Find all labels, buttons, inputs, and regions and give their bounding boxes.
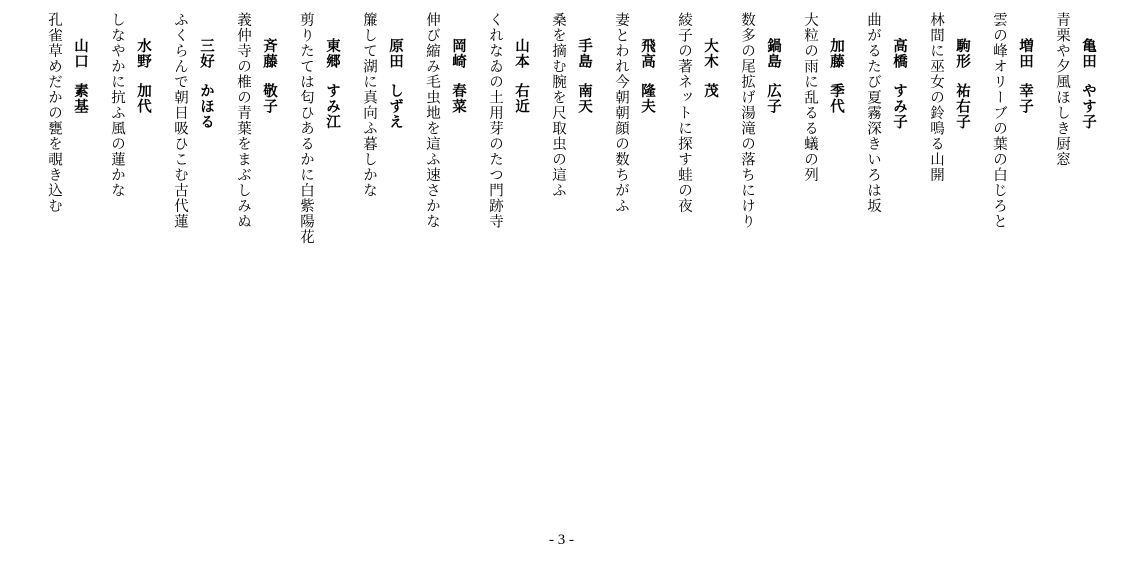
author-family-name: 三好 bbox=[198, 38, 214, 69]
page-number: - 3 - bbox=[549, 532, 574, 548]
haiku-entry bbox=[232, 12, 280, 229]
haiku-text: 曲がるたび夏霧深きいろは坂 bbox=[865, 12, 881, 214]
author-given-name: すみ子 bbox=[891, 83, 907, 130]
author-family-name: 岡崎 bbox=[450, 38, 466, 69]
author-given-name: 広子 bbox=[765, 83, 781, 114]
haiku-entry bbox=[421, 12, 469, 229]
author-family-name: 斉藤 bbox=[261, 38, 277, 69]
author-name bbox=[321, 12, 343, 130]
author-given-name: しずえ bbox=[387, 83, 403, 130]
author-given-name: 季代 bbox=[828, 83, 844, 114]
author-family-name: 山本 bbox=[513, 38, 529, 69]
author-family-name: 飛高 bbox=[639, 38, 655, 69]
author-family-name: 東郷 bbox=[324, 38, 340, 69]
haiku-text: 林間に巫女の鈴鳴る山開 bbox=[928, 12, 944, 183]
author-name bbox=[762, 12, 784, 114]
author-family-name: 鍋島 bbox=[765, 38, 781, 69]
haiku-text: 大粒の雨に乱るる蟻の列 bbox=[802, 12, 818, 183]
author-name bbox=[1077, 12, 1099, 130]
author-given-name: 幸子 bbox=[1017, 83, 1033, 114]
haiku-text: くれなゐの土用芽のたつ門跡寺 bbox=[487, 12, 503, 229]
author-name bbox=[888, 12, 910, 130]
author-name bbox=[1014, 12, 1036, 114]
author-family-name: 亀田 bbox=[1080, 38, 1096, 69]
haiku-text: 雲の峰オリーブの葉の白じろと bbox=[991, 12, 1007, 229]
haiku-text: 綾子の著ネットに探す蛙の夜 bbox=[676, 12, 692, 214]
author-given-name: やす子 bbox=[1080, 83, 1096, 130]
author-name bbox=[951, 12, 973, 130]
haiku-text: しなやかに抗ふ風の蓮かな bbox=[109, 12, 125, 198]
author-family-name: 手島 bbox=[576, 38, 592, 69]
author-given-name: 加代 bbox=[135, 83, 151, 114]
haiku-text: ふくらんで朝日吸ひこむ古代蓮 bbox=[172, 12, 188, 229]
author-name bbox=[510, 12, 532, 114]
author-family-name: 水野 bbox=[135, 38, 151, 69]
author-name bbox=[447, 12, 469, 114]
haiku-entry bbox=[106, 12, 154, 198]
author-given-name: 敬子 bbox=[261, 83, 277, 114]
haiku-text: 義仲寺の椎の青葉をまぶしみぬ bbox=[235, 12, 251, 229]
author-name bbox=[195, 12, 217, 130]
author-family-name: 駒形 bbox=[954, 38, 970, 69]
haiku-entry bbox=[673, 12, 721, 214]
author-name bbox=[636, 12, 658, 114]
haiku-entry bbox=[358, 12, 406, 198]
haiku-entry bbox=[547, 12, 595, 198]
haiku-text: 伸び縮み毛虫地を這ふ速さかな bbox=[424, 12, 440, 229]
haiku-entry bbox=[295, 12, 343, 245]
haiku-entry bbox=[1051, 12, 1099, 167]
author-family-name: 加藤 bbox=[828, 38, 844, 69]
author-family-name: 原田 bbox=[387, 38, 403, 69]
haiku-text: 妻とわれ今朝朝顔の数ちがふ bbox=[613, 12, 629, 214]
haiku-entry bbox=[988, 12, 1036, 229]
haiku-text: 簾して湖に真向ふ暮しかな bbox=[361, 12, 377, 198]
author-family-name: 大木 bbox=[702, 38, 718, 69]
haiku-entry bbox=[736, 12, 784, 229]
author-given-name: 素基 bbox=[72, 83, 88, 114]
haiku-text: 孔雀草めだかの甕を覗き込む bbox=[46, 12, 62, 214]
author-name bbox=[132, 12, 154, 114]
author-given-name: 茂 bbox=[702, 83, 718, 99]
author-name bbox=[825, 12, 847, 114]
author-name bbox=[258, 12, 280, 114]
author-family-name: 増田 bbox=[1017, 38, 1033, 69]
haiku-text: 桑を摘む腕を尺取虫の這ふ bbox=[550, 12, 566, 198]
haiku-entry bbox=[610, 12, 658, 214]
author-given-name: かほる bbox=[198, 83, 214, 130]
author-given-name: 右近 bbox=[513, 83, 529, 114]
haiku-entry bbox=[484, 12, 532, 229]
author-name bbox=[384, 12, 406, 130]
author-given-name: 南天 bbox=[576, 83, 592, 114]
haiku-entry bbox=[169, 12, 217, 229]
haiku-text: 青栗や夕風ほしき厨窓 bbox=[1054, 12, 1070, 167]
author-given-name: 祐右子 bbox=[954, 83, 970, 130]
haiku-entry bbox=[925, 12, 973, 183]
haiku-text: 剪りたては匂ひあるかに白紫陽花 bbox=[298, 12, 314, 245]
author-family-name: 高橋 bbox=[891, 38, 907, 69]
haiku-columns bbox=[29, 12, 1099, 492]
author-name bbox=[573, 12, 595, 114]
author-given-name: 隆夫 bbox=[639, 83, 655, 114]
haiku-entry bbox=[799, 12, 847, 183]
haiku-entry bbox=[43, 12, 91, 214]
author-given-name: すみ江 bbox=[324, 83, 340, 130]
author-family-name: 山口 bbox=[72, 38, 88, 69]
haiku-entry bbox=[862, 12, 910, 214]
author-given-name: 春菜 bbox=[450, 83, 466, 114]
author-name bbox=[69, 12, 91, 114]
author-name bbox=[699, 12, 721, 99]
haiku-text: 数多の尾拡げ湯滝の落ちにけり bbox=[739, 12, 755, 229]
